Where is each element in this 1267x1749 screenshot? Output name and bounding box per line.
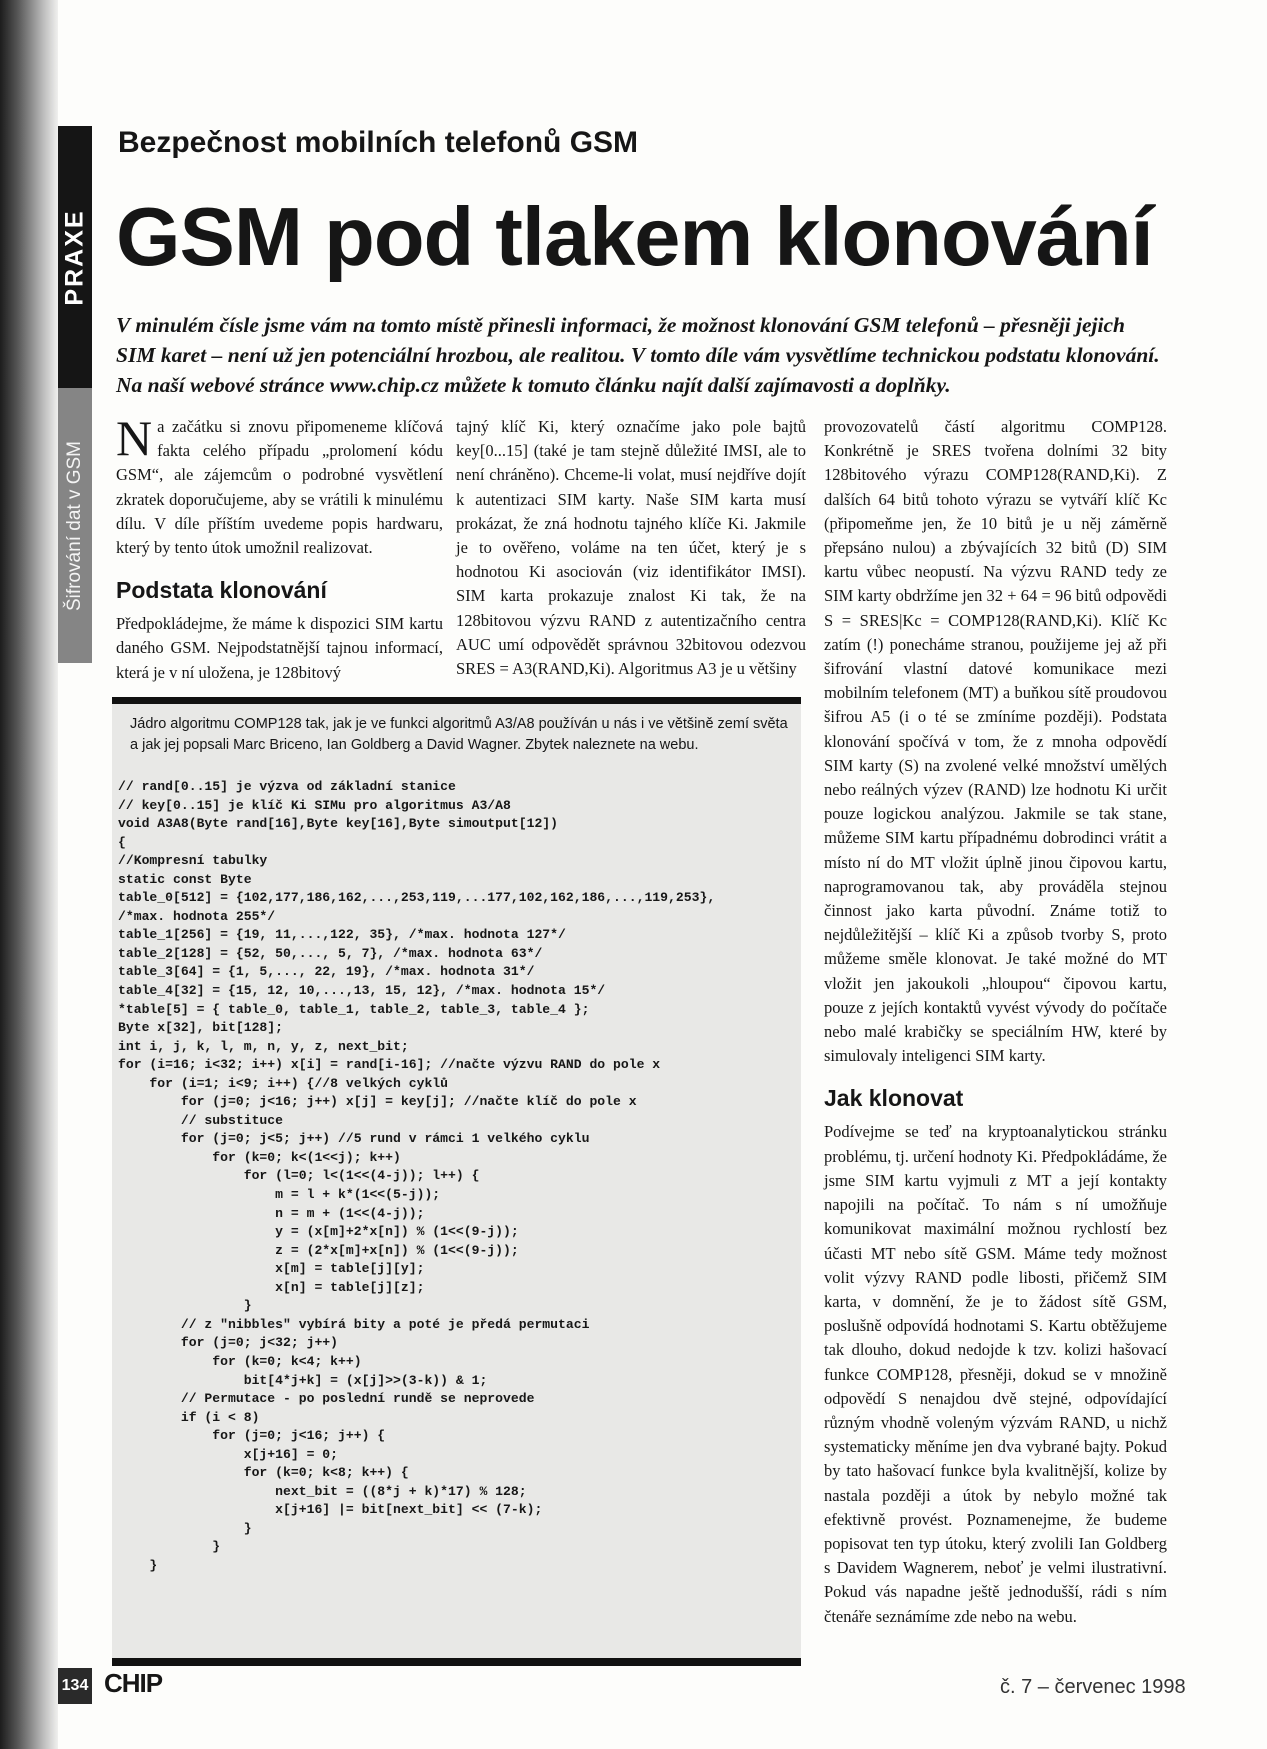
body-paragraph: Předpokládejme, že máme k dispozici SIM kartu daného GSM. Nejpodstatnější tajnou informací, která je v ní uložena, je 128bitový [116,614,443,682]
body-paragraph: provozovatelů částí algoritmu COMP128. Konkrétně je SRES tvořena dolními 32 bity 128bitového výrazu COMP128(RAND,Ki). Z dalších 64 bitů tohoto výrazu se vytváří klíč Kc (připomeňme jen, že 10 bitů je u něj záměrně přepsáno nulou) a zbývajících 32 bitů (D) SIM kartu vůbec neopustí. Na výzvu RAND tedy ze SIM karty obdržíme jen 32 + 64 = 96 bitů odpovědi S = SRES|Kc = COMP128(RAND,Ki). Klíč Kc zatím (!) ponecháme stranou, použijeme jej až při šifrování vlastní datové komunikace mezi mobilním telefonem (MT) a buňkou sítě proudovou šifrou A5 (i o té se zmíníme později). Podstata klonování spočívá v tom, že z mnoha odpovědí SIM karty (S) na zvolené velké množství umělých nebo reálných výzev (RAND) lze hodnotu Ki určit pouze logickou analýzou. Jakmile se tak stane, můžeme SIM kartu případnému dobrodinci vrátit a místo ní do MT vložit úplně jinou čipovou kartu, naprogramovanou tak, aby prováděla stejnou činnost jako karta původní. Známe totiž to nejdůležitější – klíč Ki a způsob tvorby S, proto můžeme směle klonovat. Je také možné do MT vložit jen jakoukoli „hloupou“ čipovou kartu, pouze z jejích kontaktů vyvést vývody do počítače nebo malé krabičky se speciálním HW, které by simulovaly inteligenci SIM karty. [824,417,1167,1066]
page-binding-shadow [0,0,58,1749]
column-1 [116,410,443,685]
issue-label: č. 7 – červenec 1998 [1000,1676,1186,1698]
article-title: GSM pod tlakem klonování [116,190,1153,283]
body-paragraph: Podívejme se teď na kryptoanalytickou stránku problému, tj. určení hodnoty Ki. Předpokládáme, že jsme SIM kartu vyjmuli z MT a její kontakty napojili na počítač. To nám s ní umožňuje komunikovat maximální možnou rychlostí bez účasti MT nebo sítě GSM. Máme tedy možnost volit výzvy RAND podle libosti, přičemž SIM karta, v domnění, že je to žádost sítě GSM, poslušně odpovídá hodnotami S. Kartu obtěžujeme tak dlouho, dokud nedojde k tzv. kolizi hašovací funkce COMP128, přesněji, dokud se v množině odpovědí S nenajdou dvě stejné, odpovídající různým vhodně voleným výzvám RAND, u nichž systematicky měníme jen dva vybrané bajty. Pokud by tato hašovací funkce byla kvalitnější, kolize by nastala později a útok by nebylo možné tak efektivně provést. Poznamenejme, že budeme popisovat ten typ útoku, který zvolili Ian Goldberg s Davidem Wagnerem, neboť je velmi ilustrativní. Pokud vás napadne ještě jednodušší, rádi s ním čtenáře seznámíme zde nebo na webu. [824,1122,1167,1626]
code-caption: Jádro algoritmu COMP128 tak, jak je ve funkci algoritmů A3/A8 používán u nás i ve většině zemí světa a jak jej popsali Marc Briceno, Ian Goldberg a David Wagner. Zbytek naleznete na webu. [130,716,788,753]
code-box [112,697,801,1666]
intro-text: a začátku si znovu připomeneme klíčová fakta celého případu „prolomení kódu GSM“, ale zájemcům o podrobné vysvětlení zkratek doporučujeme, aby se vrátili k minulému dílu. V díle příštím uvedeme popis hardwaru, který by tento útok umožnil realizovat. [116,417,443,558]
chip-logo: CHIP [104,1668,163,1698]
column-2 [456,415,806,681]
section-tab [58,126,92,388]
column-3 [824,415,1167,1629]
body-paragraph: tajný klíč Ki, který označíme jako pole bajtů key[0...15] (také je tam stejně důležité IMSI, ale to není chráněno). Chceme-li volat, musí nejdříve dojít k autentizaci SIM karty. Naše SIM karta musí prokázat, že zná hodnotu tajného klíče Ki. Jakmile je to ověřeno, voláme na ten účet, který je s hodnotou Ki asociován (viz identifikátor IMSI). SIM karta prokazuje znalost Ki tak, že na 128bitovou výzvu RAND z autentizačního centra AUC umí odpovědět správnou 32bitovou odezvou SRES = A3(RAND,Ki). Algoritmus A3 je u většiny [456,417,806,679]
section-label: PRAXE [60,208,89,306]
subheading-podstata: Podstata klonování [116,577,327,604]
drop-cap: N [116,410,153,466]
subheading-jak-klonovat: Jak klonovat [824,1085,964,1112]
page-number: 134 [58,1668,92,1704]
topic-label: Šifrování dat v GSM [64,440,86,611]
code-listing: // rand[0..15] je výzva od základní stanice // key[0..15] je klíč Ki SIMu pro algoritmus A3/A8 void A3A8(Byte rand[16],Byte key[16],Byte simoutput[12]) { //Kompresní tabulky static const Byte table_0[512] = {102,177,186,162,...,253,119,...177,102,162,186,...,119,253}, /*max. hodnota 255*/ table_1[256] = {19, 11,...,122, 35}, /*max. hodnota 127*/ table_2[128] = {52, 50,..., 5, 7}, /*max. hodnota 63*/ table_3[64] = {1, 5,..., 22, 19}, /*max. hodnota 31*/ table_4[32] = {15, 12, 10,...,13, 15, 12}, /*max. hodnota 15*/ *table[5] = { table_0, table_1, table_2, table_3, table_4 }; Byte x[32], bit[128]; int i, j, k, l, m, n, y, z, next_bit; for (i=16; i<32; i++) x[i] = rand[i-16]; //načte výzvu RAND do pole x for (i=1; i<9; i++) {//8 velkých cyklů for (j=0; j<16; j++) x[j] = key[j]; //načte klíč do pole x // substituce for (j=0; j<5; j++) //5 rund v rámci 1 velkého cyklu for (k=0; k<(1<<j); k++) for (l=0; l<(1<<(4-j)); l++) { m = l + k*(1<<(5-j)); n = m + (1<<(4-j)); y = (x[m]+2*x[n]) % (1<<(9-j)); z = (2*x[m]+x[n]) % (1<<(9-j)); x[m] = table[j][y]; x[n] = table[j][z]; } // z "nibbles" vybírá bity a poté je předá permutaci for (j=0; j<32; j++) for (k=0; k<4; k++) bit[4*j+k] = (x[j]>>(3-k)) & 1; // Permutace - po poslední rundě se neprovede if (i < 8) for (j=0; j<16; j++) { x[j+16] = 0; for (k=0; k<8; k++) { next_bit = ((8*j + k)*17) % 128; x[j+16] |= bit[next_bit] << (7-k); } } } [118,779,716,1573]
article-lead: V minulém čísle jsme vám na tomto místě přinesli informaci, že možnost klonování GSM telefonů – přesněji jejich SIM karet – není už jen potenciální hrozbou, ale realitou. V tomto díle vám vysvětlíme technickou podstatu klonování. Na naší webové stránce www.chip.cz můžete k tomuto článku najít další zajímavosti a doplňky. [116,313,1160,397]
intro-paragraph [116,410,443,560]
topic-tab [58,388,92,663]
article-kicker: Bezpečnost mobilních telefonů GSM [118,126,639,159]
